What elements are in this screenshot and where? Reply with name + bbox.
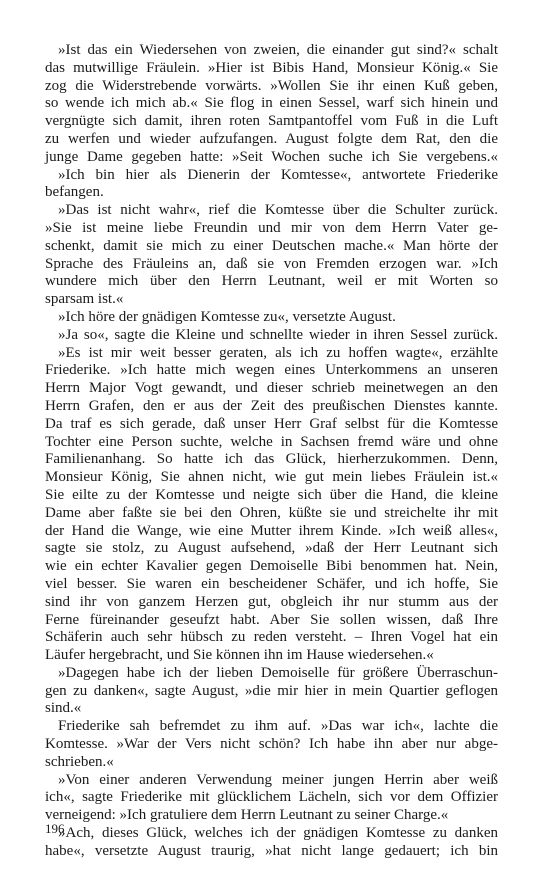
text-line: Schäferin auch sehr hübsch zu reden versteht. – Ihren Vogel hat ein bbox=[45, 629, 498, 646]
text-line: Herrn Major Vogt gewandt, und dieser schrieb meinetwegen an den bbox=[45, 380, 498, 397]
text-line: Monsieur König, Sie ahnen nicht, wie gut mein liebes Fräulein ist.« bbox=[45, 469, 498, 486]
text-line: vergnügte sich damit, ihren roten Samtpantoffel vom Fuß in die Luft bbox=[45, 113, 498, 130]
text-line: das mutwillige Fräulein. »Hier ist Bibis Hand, Monsieur König.« Sie bbox=[45, 59, 498, 76]
text-line: sparsam ist.« bbox=[45, 291, 124, 308]
text-line: Dame aber faßte sie bei den Ohren, küßte sie und streichelte ihr mit bbox=[45, 504, 498, 521]
text-line: der Hand die Wange, wie eine Mutter ihrem Kinde. »Ich weiß alles«, bbox=[45, 522, 498, 539]
text-line: wundere mich über den Herrn Leutnant, weil er mit Worten so bbox=[45, 273, 498, 290]
body-text bbox=[45, 42, 498, 861]
text-line: Herrn Grafen, den er aus der Zeit des preußischen Dienstes kannte. bbox=[45, 397, 498, 414]
text-line: sind.« bbox=[45, 700, 82, 717]
text-line: Sie eilte zu der Komtesse und neigte sich über die Hand, die kleine bbox=[45, 486, 498, 503]
text-line: zu werfen und wieder aufzufangen. August folgte dem Rat, den die bbox=[45, 130, 498, 147]
text-line: »Ja so«, sagte die Kleine und schnellte wieder in ihren Sessel zurück. bbox=[58, 326, 498, 343]
text-line: Friederike. »Ich hatte mich wegen eines Unterkommens an unseren bbox=[45, 362, 498, 379]
text-line: sagte sie stolz, zu August aufsehend, »daß der Herr Leutnant sich bbox=[45, 540, 498, 557]
text-line: Ferne füreinander geseufzt habt. Aber Sie sollen wissen, daß Ihre bbox=[45, 611, 498, 628]
text-line: schenkt, damit sie mich zu einer Deutschen mache.« Man hörte der bbox=[45, 237, 498, 254]
text-line: »Ich bin hier als Dienerin der Komtesse«, antwortete Friederike bbox=[58, 166, 498, 183]
text-line: gen zu danken«, sagte August, »die mir hier in mein Quartier geflogen bbox=[45, 682, 498, 699]
text-line: »Ich höre der gnädigen Komtesse zu«, versetzte August. bbox=[58, 308, 396, 325]
text-line: sind ihr von ganzem Herzen gut, obgleich ihr nur stumm aus der bbox=[45, 593, 498, 610]
text-line: »Es ist mir weit besser geraten, als ich zu hoffen wagte«, erzählte bbox=[58, 344, 498, 361]
text-line: ich«, sagte Friederike mit glücklichem Lächeln, sich vor dem Offizier bbox=[45, 789, 498, 806]
text-line: Da traf es sich gerade, daß unser Herr Graf selbst für die Komtesse bbox=[45, 415, 498, 432]
text-line: »Dagegen habe ich der lieben Demoiselle für größere Überraschun- bbox=[58, 664, 498, 681]
text-line: Friederike sah befremdet zu ihm auf. »Das war ich«, lachte die bbox=[58, 718, 498, 735]
text-line: »Ach, dieses Glück, welches ich der gnädigen Komtesse zu danken bbox=[58, 825, 498, 842]
text-line: habe«, versetzte August traurig, »hat nicht lange gedauert; ich bin bbox=[45, 842, 498, 859]
text-line: »Sie ist meine liebe Freundin und mir von dem Herrn Vater ge- bbox=[45, 219, 498, 236]
page-number: 196 bbox=[45, 821, 65, 836]
text-line: Läufer hergebracht, und Sie können ihn im Hause wiedersehen.« bbox=[45, 647, 434, 664]
text-line: Komtesse. »War der Vers nicht schön? Ich habe ihn aber nur abge- bbox=[45, 736, 498, 753]
text-line: »Von einer anderen Verwendung meiner jungen Herrin aber weiß bbox=[58, 771, 498, 788]
text-line: so wende ich mich ab.« Sie flog in einen Sessel, warf sich hinein und bbox=[45, 95, 498, 112]
text-line: »Ist das ein Wiedersehen von zweien, die einander gut sind?« schalt bbox=[58, 42, 498, 58]
text-line: »Das ist nicht wahr«, rief die Komtesse über die Schulter zurück. bbox=[58, 202, 498, 219]
text-line: Tochter eine Person suchte, welche in Sachsen fremd wäre und ohne bbox=[45, 433, 498, 450]
text-line: Sprache des Fräuleins an, daß sie von Fremden erzogen war. »Ich bbox=[45, 255, 498, 272]
text-line: zog die Widerstrebende vorwärts. »Wollen Sie ihr einen Kuß geben, bbox=[45, 77, 498, 94]
text-line: Familienanhang. So hatte ich das Glück, hierherzukommen. Denn, bbox=[45, 451, 498, 468]
text-line: verneigend: »Ich gratuliere dem Herrn Leutnant zu seiner Charge.« bbox=[45, 807, 449, 824]
text-line: befangen. bbox=[45, 184, 104, 201]
text-line: schrieben.« bbox=[45, 753, 114, 770]
text-line: viel besser. Sie waren ein bescheidener Schäfer, und ich hoffe, Sie bbox=[45, 575, 498, 592]
text-line: junge Dame gegeben hatte: »Seit Wochen suche ich Sie vergebens.« bbox=[45, 148, 498, 165]
text-line: wie ein echter Kavalier gegen Demoiselle Bibi benommen hat. Nein, bbox=[45, 558, 498, 575]
